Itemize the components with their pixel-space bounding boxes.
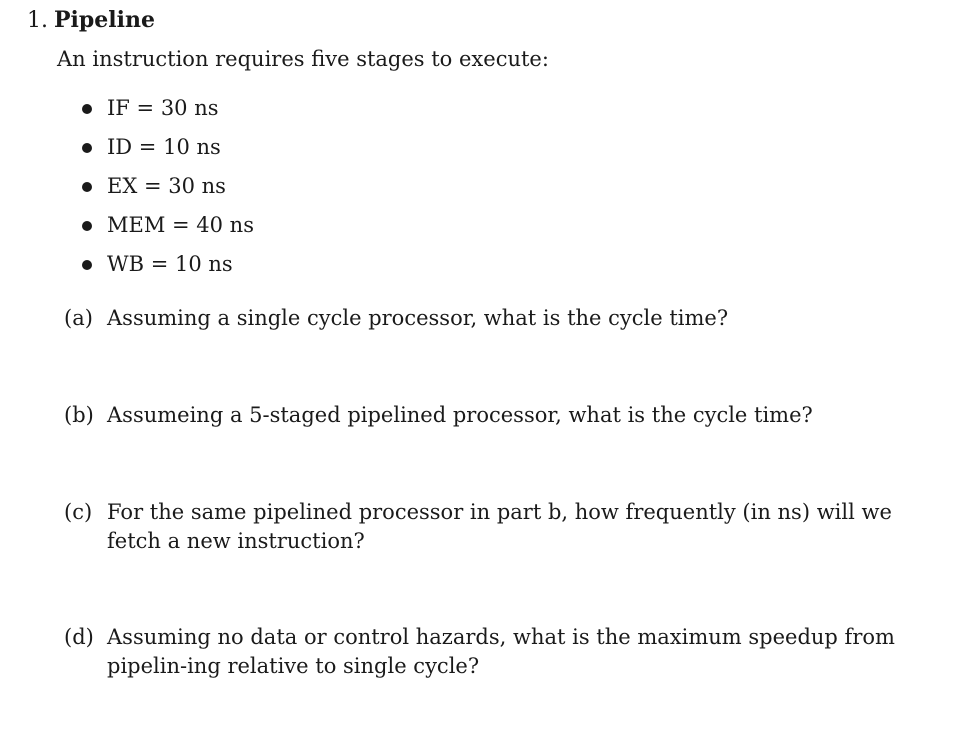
question-d [64,623,944,681]
stage-text: ID = 10 ns [107,135,221,159]
question-c [64,498,944,556]
bullet-icon [82,182,92,192]
question-a [64,304,944,333]
question-label: (b) [64,403,94,427]
stage-list [82,94,254,289]
stage-text: IF = 30 ns [107,96,219,120]
bullet-icon [82,104,92,114]
bullet-icon [82,221,92,231]
stage-text: EX = 30 ns [107,174,226,198]
section-heading [27,6,155,35]
stage-item-ex [82,172,254,211]
stage-text: MEM = 40 ns [107,213,254,237]
stage-text: WB = 10 ns [107,252,233,276]
stage-item-wb [82,250,254,289]
question-label: (a) [64,306,93,330]
bullet-icon [82,143,92,153]
question-label: (c) [64,500,93,524]
bullet-icon [82,260,92,270]
stage-item-mem [82,211,254,250]
section-title: Pipeline [54,7,155,33]
stage-item-id [82,133,254,172]
question-label: (d) [64,625,94,649]
intro-text: An instruction requires five stages to execute: [57,47,549,71]
question-text: Assuming a single cycle processor, what is the cycle time? [107,306,729,330]
question-text: For the same pipelined processor in part b, how frequently (in ns) will we fetch a new instruction? [107,500,892,553]
question-text: Assuming no data or control hazards, what is the maximum speedup from pipelin-ing relative to single cycle? [107,625,895,678]
section-number: 1. [27,8,48,33]
stage-item-if [82,94,254,133]
question-b [64,401,944,430]
question-text: Assumeing a 5-staged pipelined processor, what is the cycle time? [107,403,813,427]
